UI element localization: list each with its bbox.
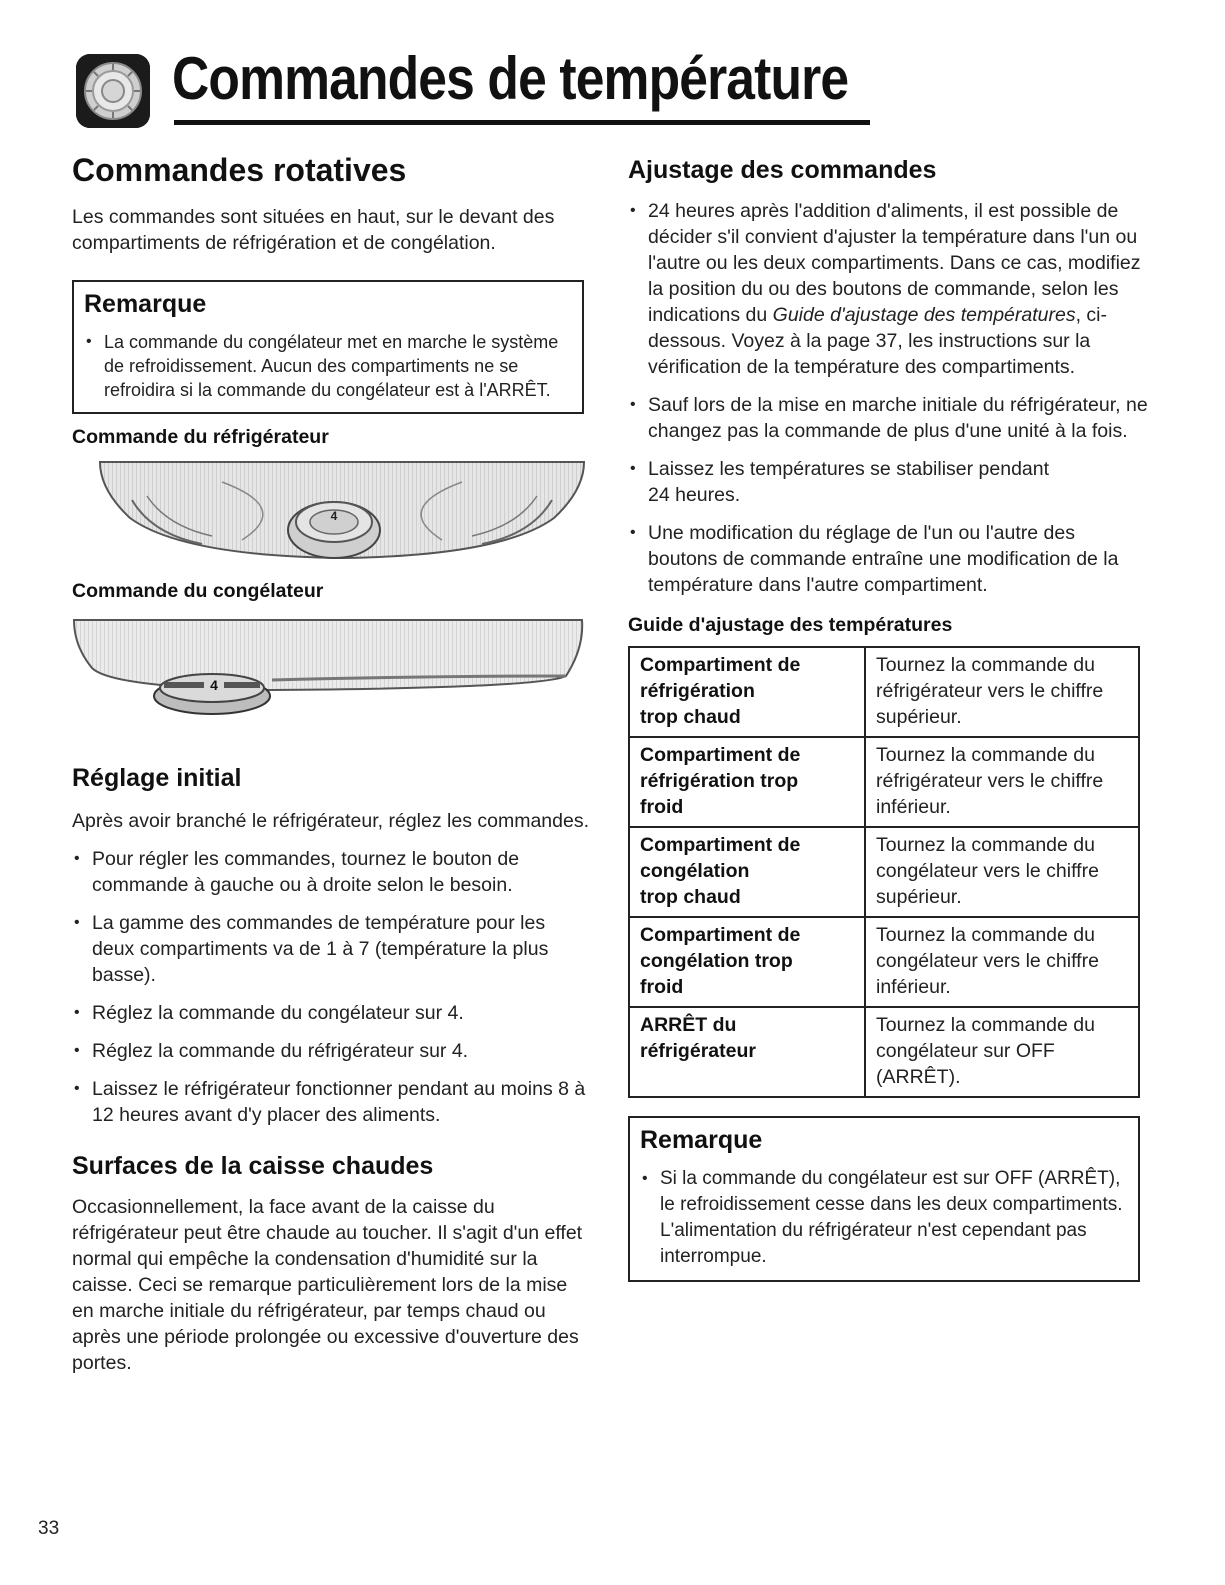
adjust-controls-list <box>628 198 1148 598</box>
guide-condition: Compartiment de congélation trop froid <box>629 917 865 1007</box>
freezer-control-label: Commande du congélateur <box>72 580 324 602</box>
warm-surfaces-heading: Surfaces de la caisse chaudes <box>72 1152 434 1180</box>
note-box-freezer <box>72 280 584 414</box>
list-item: • Laissez le réfrigérateur fonctionner pendant au moins 8 à 12 heures avant d'y placer des aliments. <box>72 1076 592 1128</box>
guide-reference: Guide d'ajustage des températures <box>772 304 1076 326</box>
fridge-control-figure <box>72 460 592 564</box>
left-column <box>72 150 592 1376</box>
note-text: • Si la commande du congélateur est sur OFF (ARRÊT), le refroidissement cesse dans les deux compartiments. L'alimentation du réfrigérateur n'est cependant pas interrompue. <box>640 1166 1128 1270</box>
note-box-off <box>628 1116 1140 1282</box>
guide-condition: Compartiment de congélation trop chaud <box>629 827 865 917</box>
guide-heading: Guide d'ajustage des températures <box>628 614 953 636</box>
table-row <box>629 917 1139 1007</box>
list-item: • Une modification du réglage de l'un ou l'autre des boutons de commande entraîne une modification de la température dans l'autre compartiment. <box>628 520 1148 598</box>
table-row <box>629 827 1139 917</box>
initial-setting-list <box>72 846 592 1128</box>
adjust-controls-heading: Ajustage des commandes <box>628 156 937 184</box>
guide-action: Tournez la commande du réfrigérateur vers le chiffre supérieur. <box>865 647 1139 737</box>
fridge-control-label: Commande du réfrigérateur <box>72 426 329 448</box>
list-item: • La gamme des commandes de température pour les deux compartiments va de 1 à 7 (température la plus basse). <box>72 910 592 988</box>
list-item: • Réglez la commande du congélateur sur 4. <box>72 1000 592 1026</box>
bullet-text: , ci-dessous. Voyez à la page 37, les instructions sur la vérification de la température des compartiments. <box>648 304 1108 378</box>
list-item: • Réglez la commande du réfrigérateur sur 4. <box>72 1038 592 1064</box>
guide-condition: ARRÊT du réfrigérateur <box>629 1007 865 1097</box>
table-row <box>629 737 1139 827</box>
guide-action: Tournez la commande du congélateur vers le chiffre supérieur. <box>865 827 1139 917</box>
temperature-guide-table <box>628 646 1140 1098</box>
page-title: Commandes de température <box>172 45 849 112</box>
initial-setting-heading: Réglage initial <box>72 764 242 792</box>
guide-condition: Compartiment de réfrigération trop froid <box>629 737 865 827</box>
bullet-text: 24 heures après l'addition d'aliments, il est possible de décider s'il convient d'ajuster la température dans l'un ou l'autre ou les deux compartiments. Dans ce cas, modifiez la position du ou des boutons de commande, selon les indications du <box>648 200 1141 326</box>
warm-surfaces-text: Occasionnellement, la face avant de la caisse du réfrigérateur peut être chaude au toucher. Il s'agit d'un effet normal qui empêche la condensation d'humidité sur la caisse. Ceci se remarque particulièrement lors de la mise en marche initiale du réfrigérateur, par temps chaud ou après une période prolongée ou excessive d'ouverture des portes. <box>72 1196 583 1374</box>
list-item: • Laissez les températures se stabiliser pendant 24 heures. <box>628 456 1148 508</box>
guide-action: Tournez la commande du congélateur vers le chiffre inférieur. <box>865 917 1139 1007</box>
rotary-controls-text: Les commandes sont situées en haut, sur le devant des compartiments de réfrigération et de congélation. <box>72 206 555 254</box>
note-title: Remarque <box>84 290 207 318</box>
note-title: Remarque <box>640 1126 763 1154</box>
guide-action: Tournez la commande du congélateur sur OFF (ARRÊT). <box>865 1007 1139 1097</box>
page-header <box>76 45 849 124</box>
initial-setting-intro: Après avoir branché le réfrigérateur, réglez les commandes. <box>72 810 589 832</box>
list-item: • Sauf lors de la mise en marche initiale du réfrigérateur, ne changez pas la commande de plus d'une unité à la fois. <box>628 392 1148 444</box>
guide-condition: Compartiment de réfrigération trop chaud <box>629 647 865 737</box>
fridge-dial-number: 4 <box>330 509 338 523</box>
page-number: 33 <box>38 1518 60 1539</box>
freezer-control-figure <box>72 618 592 718</box>
title-underline <box>174 120 870 125</box>
list-item: • Pour régler les commandes, tournez le bouton de commande à gauche ou à droite selon le besoin. <box>72 846 592 898</box>
rotary-controls-heading: Commandes rotatives <box>72 152 407 188</box>
list-item <box>628 198 1148 380</box>
table-row <box>629 1007 1139 1097</box>
note-text: • La commande du congélateur met en marche le système de refroidissement. Aucun des compartiments ne se refroidira si la commande du congélateur est à l'ARRÊT. <box>84 330 572 402</box>
table-row <box>629 647 1139 737</box>
guide-action: Tournez la commande du réfrigérateur vers le chiffre inférieur. <box>865 737 1139 827</box>
thermostat-dial-icon <box>76 54 150 128</box>
right-column <box>628 150 1148 1282</box>
freezer-dial-number: 4 <box>210 677 218 693</box>
